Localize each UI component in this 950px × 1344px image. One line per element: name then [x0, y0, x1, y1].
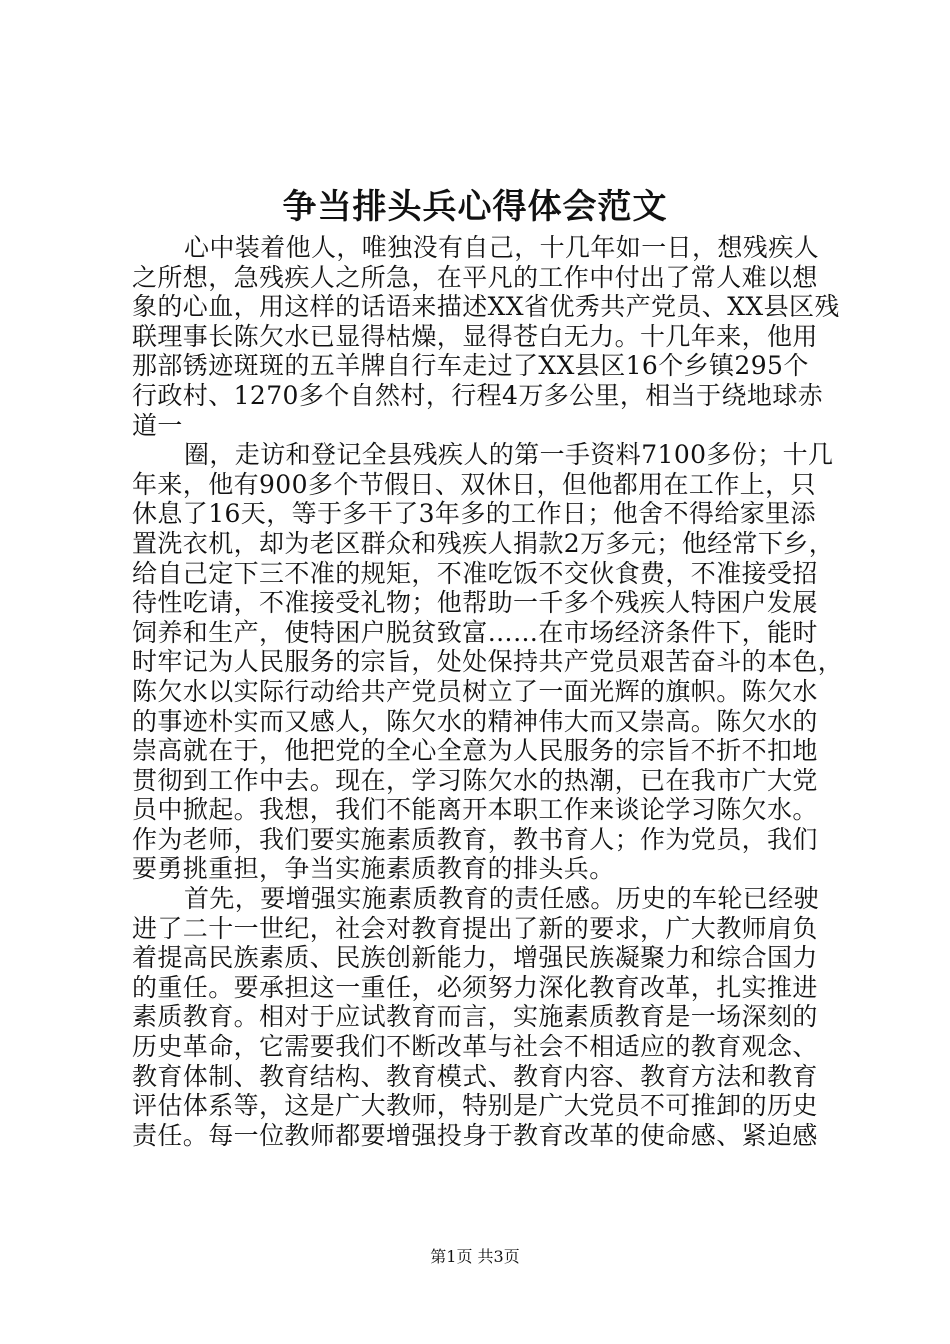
text-line: 的事迹朴实而又感人，陈欠水的精神伟大而又崇高。陈欠水的 — [132, 706, 818, 736]
text-line: 休息了16天，等于多干了3年多的工作日；他舍不得给家里添 — [132, 499, 816, 529]
text-line: 陈欠水以实际行动给共产党员树立了一面光辉的旗帜。陈欠水 — [132, 676, 818, 706]
text-line: 给自己定下三不准的规矩，不准吃饭不交伙食费，不准接受招 — [132, 558, 818, 588]
text-line: 要勇挑重担，争当实施素质教育的排头兵。 — [132, 854, 615, 884]
text-line: 联理事长陈欠水已显得枯燥，显得苍白无力。十几年来，他用 — [132, 321, 818, 351]
page-footer: 第1页 共3页 — [430, 1247, 520, 1266]
document-title: 争当排头兵心得体会范文 — [282, 187, 668, 227]
text-line: 那部锈迹斑斑的五羊牌自行车走过了XX县区16个乡镇295个 — [132, 351, 809, 381]
text-line: 饲养和生产，使特困户脱贫致富……在市场经济条件下，能时 — [132, 617, 818, 647]
text-line: 的重任。要承担这一重任，必须努力深化教育改革，扎实推进 — [132, 972, 818, 1002]
text-line: 待性吃请，不准接受礼物；他帮助一千多个残疾人特困户发展 — [132, 588, 818, 618]
text-line: 之所想，急残疾人之所急，在平凡的工作中付出了常人难以想 — [132, 262, 818, 292]
text-line: 行政村、1270多个自然村，行程4万多公里，相当于绕地球赤 — [132, 380, 824, 410]
text-line: 置洗衣机，却为老区群众和残疾人捐款2万多元；他经常下乡， — [132, 528, 835, 558]
text-line: 圈，走访和登记全县残疾人的第一手资料7100多份；十几 — [184, 440, 834, 470]
text-line: 贯彻到工作中去。现在，学习陈欠水的热潮，已在我市广大党 — [132, 765, 818, 795]
text-line: 年来，他有900多个节假日、双休日，但他都用在工作上，只 — [132, 469, 816, 499]
text-line: 心中装着他人，唯独没有自己，十几年如一日，想残疾人 — [184, 233, 820, 262]
document-body — [132, 233, 844, 1150]
text-line: 作为老师，我们要实施素质教育，教书育人；作为党员，我们 — [132, 824, 818, 854]
text-line: 素质教育。相对于应试教育而言，实施素质教育是一场深刻的 — [132, 1002, 818, 1032]
text-line: 教育体制、教育结构、教育模式、教育内容、教育方法和教育 — [132, 1061, 818, 1091]
text-line: 评估体系等，这是广大教师，特别是广大党员不可推卸的历史 — [132, 1091, 818, 1121]
text-line: 象的心血，用这样的话语来描述XX省优秀共产党员、XX县区残 — [132, 292, 840, 322]
text-line: 责任。每一位教师都要增强投身于教育改革的使命感、紧迫感 — [132, 1120, 818, 1150]
text-line: 首先，要增强实施素质教育的责任感。历史的车轮已经驶 — [184, 884, 820, 914]
text-line: 历史革命，它需要我们不断改革与社会不相适应的教育观念、 — [132, 1032, 818, 1062]
text-line: 员中掀起。我想，我们不能离开本职工作来谈论学习陈欠水。 — [132, 795, 818, 825]
text-line: 崇高就在于，他把党的全心全意为人民服务的宗旨不折不扣地 — [132, 736, 818, 766]
text-line: 进了二十一世纪，社会对教育提出了新的要求，广大教师肩负 — [132, 913, 818, 943]
text-line: 时牢记为人民服务的宗旨，处处保持共产党员艰苦奋斗的本色， — [132, 647, 844, 677]
text-line: 着提高民族素质、民族创新能力，增强民族凝聚力和综合国力 — [132, 943, 818, 973]
text-line: 道一 — [132, 410, 183, 440]
